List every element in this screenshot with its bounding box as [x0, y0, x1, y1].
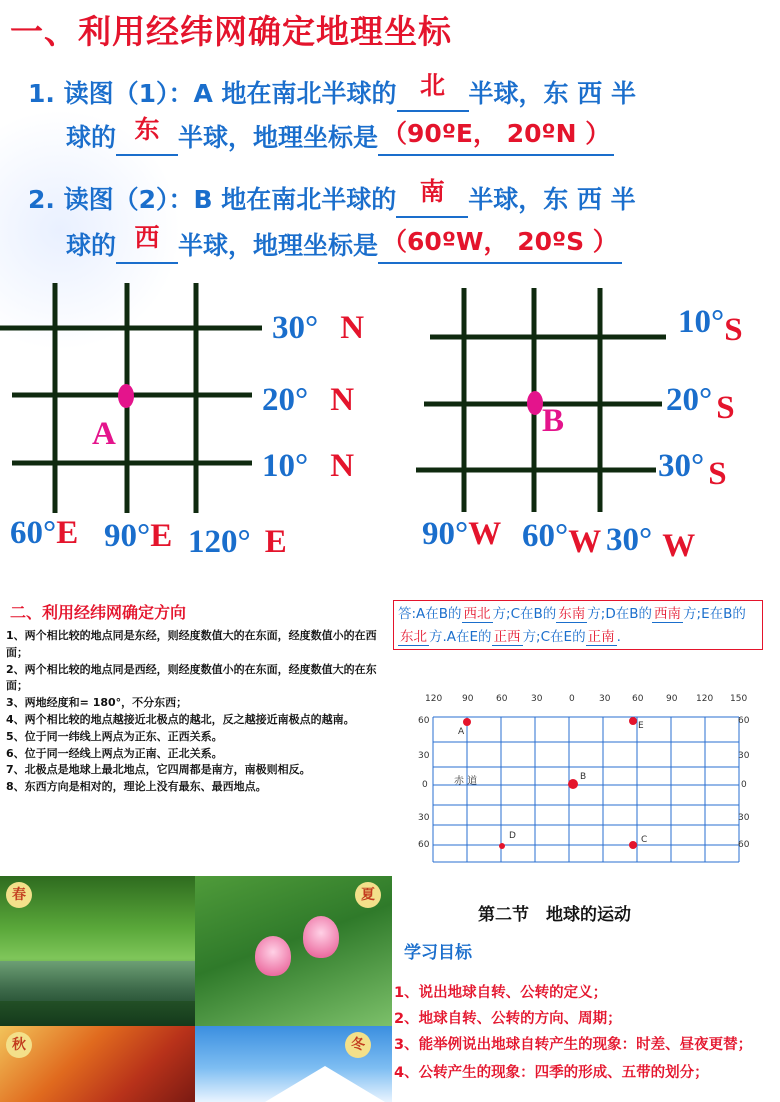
answer-blank: 东北: [400, 629, 427, 645]
grid1-lat-20: 20° N: [262, 382, 355, 418]
goal-item: 3、能举例说出地球自转产生的现象：时差、昼夜更替；: [394, 1037, 753, 1053]
rule-item: 8、东西方向是相对的，理论上没有最东、最西地点。: [6, 780, 267, 794]
goal-item: 4、公转产生的现象：四季的形成、五带的划分；: [394, 1065, 709, 1081]
grid3-label-d: D: [509, 831, 516, 841]
learning-goals-title: 学习目标: [404, 943, 472, 963]
grid2-lat-20: 20° S: [666, 382, 735, 426]
grid3-point-e: [629, 717, 637, 725]
grid3-label-b: B: [580, 772, 587, 782]
answer-box: 答:A在B的 西北 方;C在B的 东南 方;D在B的 西南 方;E在B的东北 方.A在E的 正西 方;C在E的 正南 .: [393, 600, 763, 650]
grid1-lat-30: 30° N: [272, 310, 365, 346]
q1-line1-prefix: 1. 读图（1）：A 地在南北半球的: [28, 79, 397, 108]
q1-blank2: 东: [116, 118, 178, 156]
point-a-marker: [118, 384, 134, 408]
summer-label: 夏: [355, 882, 381, 908]
goal-item: 2、地球自转、公转的方向、周期；: [394, 1011, 622, 1027]
grid1-point-label: A: [92, 416, 116, 452]
grid3-top-labels: 120 90 60 30 0 30 60 90 120 150: [425, 694, 748, 704]
direction-rules: [6, 628, 391, 796]
rule-item: 4、两个相比较的地点越接近北极点的越北，反之越接近南极点的越南。: [6, 712, 355, 726]
grid3-label-e: E: [638, 721, 644, 731]
learning-goals-list: [394, 980, 778, 1086]
q2-line1: [28, 177, 636, 218]
answer-blank: 正西: [493, 629, 521, 645]
summer-photo: [195, 876, 392, 1026]
season-photos: [0, 876, 392, 1102]
grid3-label-a: A: [458, 727, 465, 737]
q1-line1: [28, 71, 636, 112]
rule-item: 1、两个相比较的地点同是东经，则经度数值大的在东面，经度数值小的在西面；: [6, 629, 377, 659]
grid2-lon-30: 30° W: [606, 522, 696, 564]
goal-item: 1、说出地球自转、公转的定义；: [394, 985, 608, 1001]
answer-blank: 东南: [558, 606, 586, 622]
answer-blank: 西南: [654, 606, 682, 622]
winter-photo: [195, 1026, 392, 1102]
q2-blank2: 西: [116, 226, 178, 264]
grid3-point-b: [568, 779, 578, 789]
q1-line2-mid: 半球，地理坐标是: [178, 123, 379, 152]
spring-photo: [0, 876, 195, 1026]
rule-item: 3、两地经度和= 180°，不分东西；: [6, 696, 188, 710]
section3-title: 第二节 地球的运动: [478, 905, 631, 925]
grid3-point-a: [463, 718, 471, 726]
grid1-lon-60: 60°E: [10, 515, 79, 551]
rule-item: 7、北极点是地球上最北地点，它四周都是南方，南极则相反。: [6, 763, 311, 777]
grid2-lat-30: 30° S: [658, 448, 727, 492]
autumn-photo: [0, 1026, 195, 1102]
q1-line2: [66, 115, 614, 156]
grid2-lon-90: 90°W: [422, 516, 502, 552]
q1-coord: （90ºE， 20ºN ）: [378, 118, 614, 156]
q2-line2-prefix: 球的: [66, 231, 117, 260]
rule-item: 2、两个相比较的地点同是西经，则经度数值小的在东面，经度数值大的在东面；: [6, 662, 377, 693]
q2-line2: [66, 223, 622, 264]
grid2-lon-60: 60°W: [522, 518, 602, 560]
q1-blank1: 北: [397, 74, 469, 112]
grid1-lat-10: 10° N: [262, 448, 355, 484]
grid3-label-c: C: [641, 835, 648, 845]
q1-line1-suffix: 半球，东 西 半: [468, 79, 636, 108]
rule-item: 5、位于同一纬线上两点为正东、正西关系。: [6, 729, 223, 743]
grid2-lines: [400, 280, 690, 520]
grid1-lon-120: 120° E: [188, 524, 287, 560]
q2-line1-suffix: 半球，东 西 半: [468, 185, 636, 214]
autumn-label: 秋: [6, 1032, 32, 1058]
grid2-lat-10: 10°S: [678, 304, 743, 348]
q2-coord: （60ºW， 20ºS ）: [378, 226, 622, 264]
q1-line2-prefix: 球的: [66, 123, 117, 152]
q2-blank1: 南: [396, 180, 468, 218]
answer-blank: 西北: [463, 606, 491, 622]
q2-line2-mid: 半球，地理坐标是: [178, 231, 379, 260]
winter-label: 冬: [345, 1032, 371, 1058]
q2-line1-prefix: 2. 读图（2）：B 地在南北半球的: [28, 185, 397, 214]
section1-title: 一、利用经纬网确定地理坐标: [10, 12, 452, 51]
rule-item: 6、位于同一经线上两点为正南、正北关系。: [6, 746, 223, 760]
grid2-point-label: B: [542, 403, 565, 439]
grid3-point-d: [499, 843, 505, 849]
grid3-point-c: [629, 841, 637, 849]
point-b-marker: [527, 391, 543, 415]
equator-label: 赤 道: [454, 776, 478, 787]
answer-blank: 正南: [587, 629, 615, 645]
spring-label: 春: [6, 882, 32, 908]
section2-title: 二、利用经纬网确定方向: [10, 603, 187, 622]
grid1-lon-90: 90°E: [104, 518, 173, 554]
